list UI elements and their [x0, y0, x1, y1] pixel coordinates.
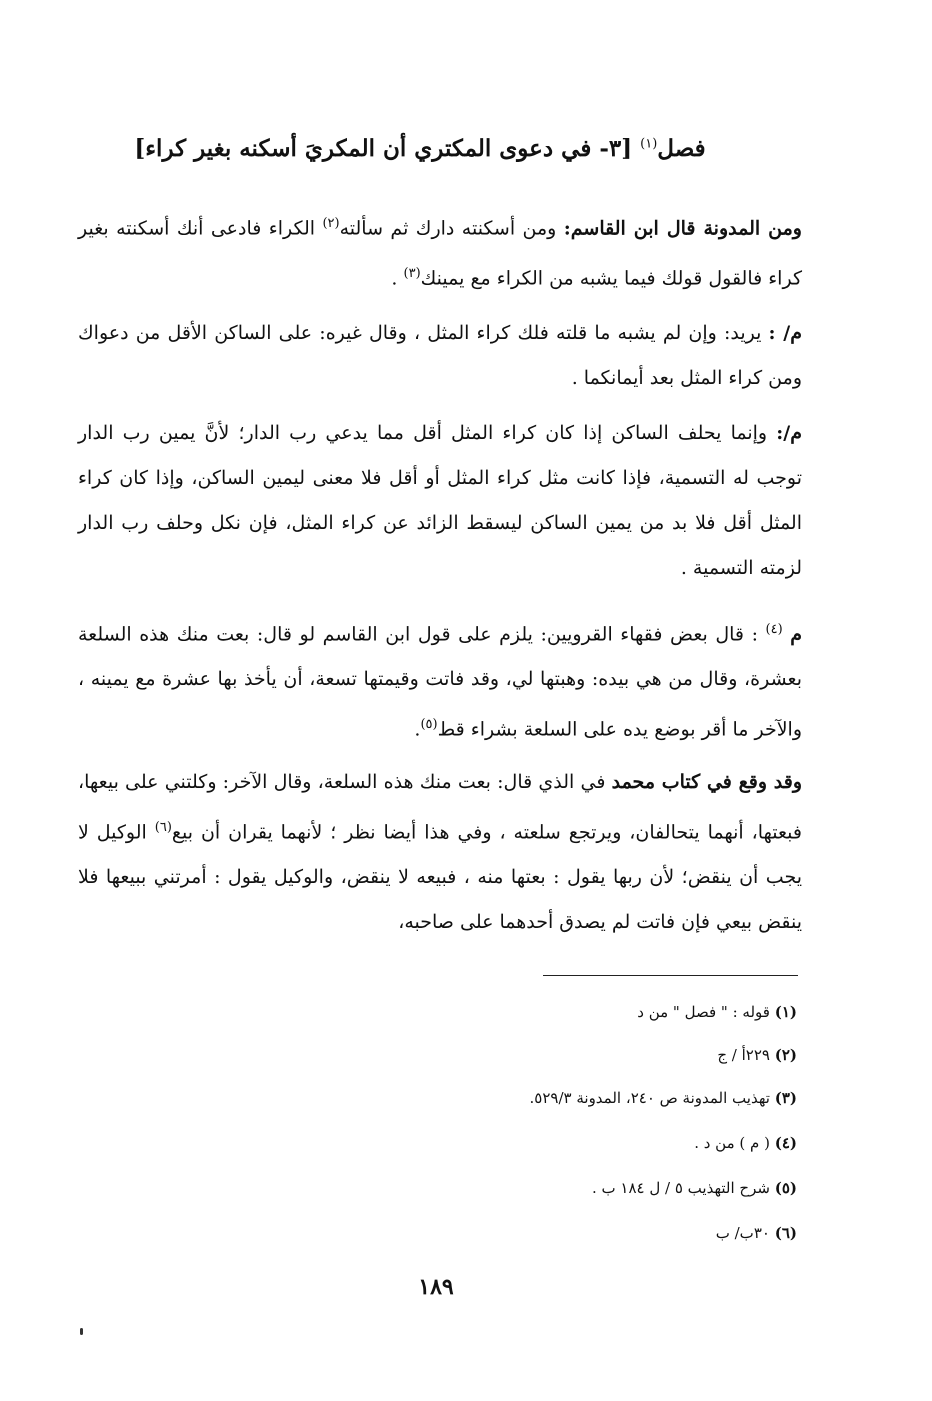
footnote-ref: (٦)	[154, 820, 172, 835]
footnote-number: (٢)	[774, 1046, 797, 1064]
footnote-ref: (٥)	[420, 717, 438, 733]
paragraph-text: يريد: وإن لم يشبه ما قلته فلك كراء المثل ، وقال غيره: على الساكن الأقل من دعواك ومن كراء المثل بعد أيمانكما .	[78, 322, 802, 389]
footnote-text: شرح التهذيب ٥ / ل ١٨٤ ب .	[591, 1179, 770, 1197]
paragraph-text: في الذي قال: بعت منك هذه السلعة، وقال الآخر: وكلتني على بيعها، فبعتها، أنهما يتحالفان، ويرتجع سلعته ، وفي هذا أيضا نظر ؛ لأنهما يقران أن بيع	[78, 771, 802, 844]
heading-label: فصل	[657, 135, 706, 162]
footnote-ref: (١)	[640, 136, 658, 152]
paragraph-text: الوكيل لا يجب أن ينقض؛ لأن ربها يقول : بعتها منه ، فبيعه لا ينقض، والوكيل يقول : أمرتني ببيعها فلا ينقض بيعي فإن فاتت لم يصدق أحدهما على صاحبه،	[78, 821, 802, 934]
footnote-text: قوله : " فصل " من د	[637, 1003, 770, 1021]
paragraph-4	[78, 607, 802, 753]
footnote-ref: (٢)	[322, 216, 340, 231]
footnote-3	[237, 1089, 797, 1107]
footnote-text: تهذيب المدونة ص ٢٤٠، المدونة ٥٢٩/٣.	[529, 1089, 770, 1107]
section-heading	[120, 135, 720, 162]
paragraph-3	[78, 411, 802, 591]
paragraph-lead: م/ :	[768, 322, 802, 344]
paragraph-text: ومن أسكنته دارك ثم سألته	[339, 217, 564, 240]
paragraph-lead: وقد وقع في كتاب محمد	[611, 771, 802, 793]
footnote-2	[237, 1046, 797, 1064]
footnote-ref: (٣)	[403, 266, 421, 282]
paragraph-text: .	[391, 267, 404, 290]
footnote-divider	[543, 975, 798, 976]
paragraph-lead: م/:	[776, 422, 802, 444]
heading-text: [٣- في دعوى المكتري أن المكريَ أسكنه بغير كراء]	[134, 135, 633, 162]
footnote-4	[237, 1134, 797, 1152]
footnote-text: ( م ) من د .	[694, 1134, 770, 1152]
paragraph-2	[78, 311, 802, 401]
footnote-number: (٣)	[774, 1089, 797, 1107]
scan-speck	[80, 1328, 83, 1335]
footnote-6	[237, 1224, 797, 1242]
paragraph-text: .	[414, 718, 421, 741]
footnote-number: (٦)	[774, 1224, 797, 1242]
footnote-number: (١)	[774, 1003, 797, 1021]
paragraph-text: الكراء فادعى أنك أسكنته بغير كراء فالقول قولك فيما يشبه من الكراء مع يمينك	[78, 217, 802, 290]
paragraph-5	[78, 760, 802, 945]
footnote-number: (٥)	[774, 1179, 797, 1197]
footnote-text: ٣٠ب/ ب	[715, 1224, 770, 1242]
paragraph-1	[78, 201, 802, 302]
footnote-ref: (٤)	[765, 622, 783, 637]
page-number: ١٨٩	[418, 1274, 454, 1300]
paragraph-text: : قال بعض فقهاء القرويين: يلزم على قول ابن القاسم لو قال: بعت منك هذه السلعة بعشرة، وقال من هي بيده: وهبتها لي، وقد فاتت وقيمتها تسعة، أن يأخذ بها عشرة مع يمينه ، والآخر ما أقر بوضع يده على السلعة بشراء قط	[78, 623, 802, 741]
paragraph-lead: م	[790, 623, 802, 646]
footnote-5	[237, 1179, 797, 1197]
paragraph-text: وإنما يحلف الساكن إذا كان كراء المثل أقل مما يدعي رب الدار؛ لأنَّ يمين رب الدار توجب له التسمية، فإذا كانت مثل كراء المثل أو أقل فلا معنى ليمين الساكن، وإذا كان كراء المثل أقل فلا بد من يمين الساكن ليسقط الزائد عن كراء المثل، فإن نكل وحلف رب الدار لزمته التسمية .	[78, 422, 802, 579]
footnote-text: ٢٢٩أ / ج	[717, 1046, 770, 1064]
footnote-1	[237, 1003, 797, 1021]
paragraph-lead: ومن المدونة قال ابن القاسم:	[563, 217, 802, 240]
footnote-number: (٤)	[774, 1134, 797, 1152]
